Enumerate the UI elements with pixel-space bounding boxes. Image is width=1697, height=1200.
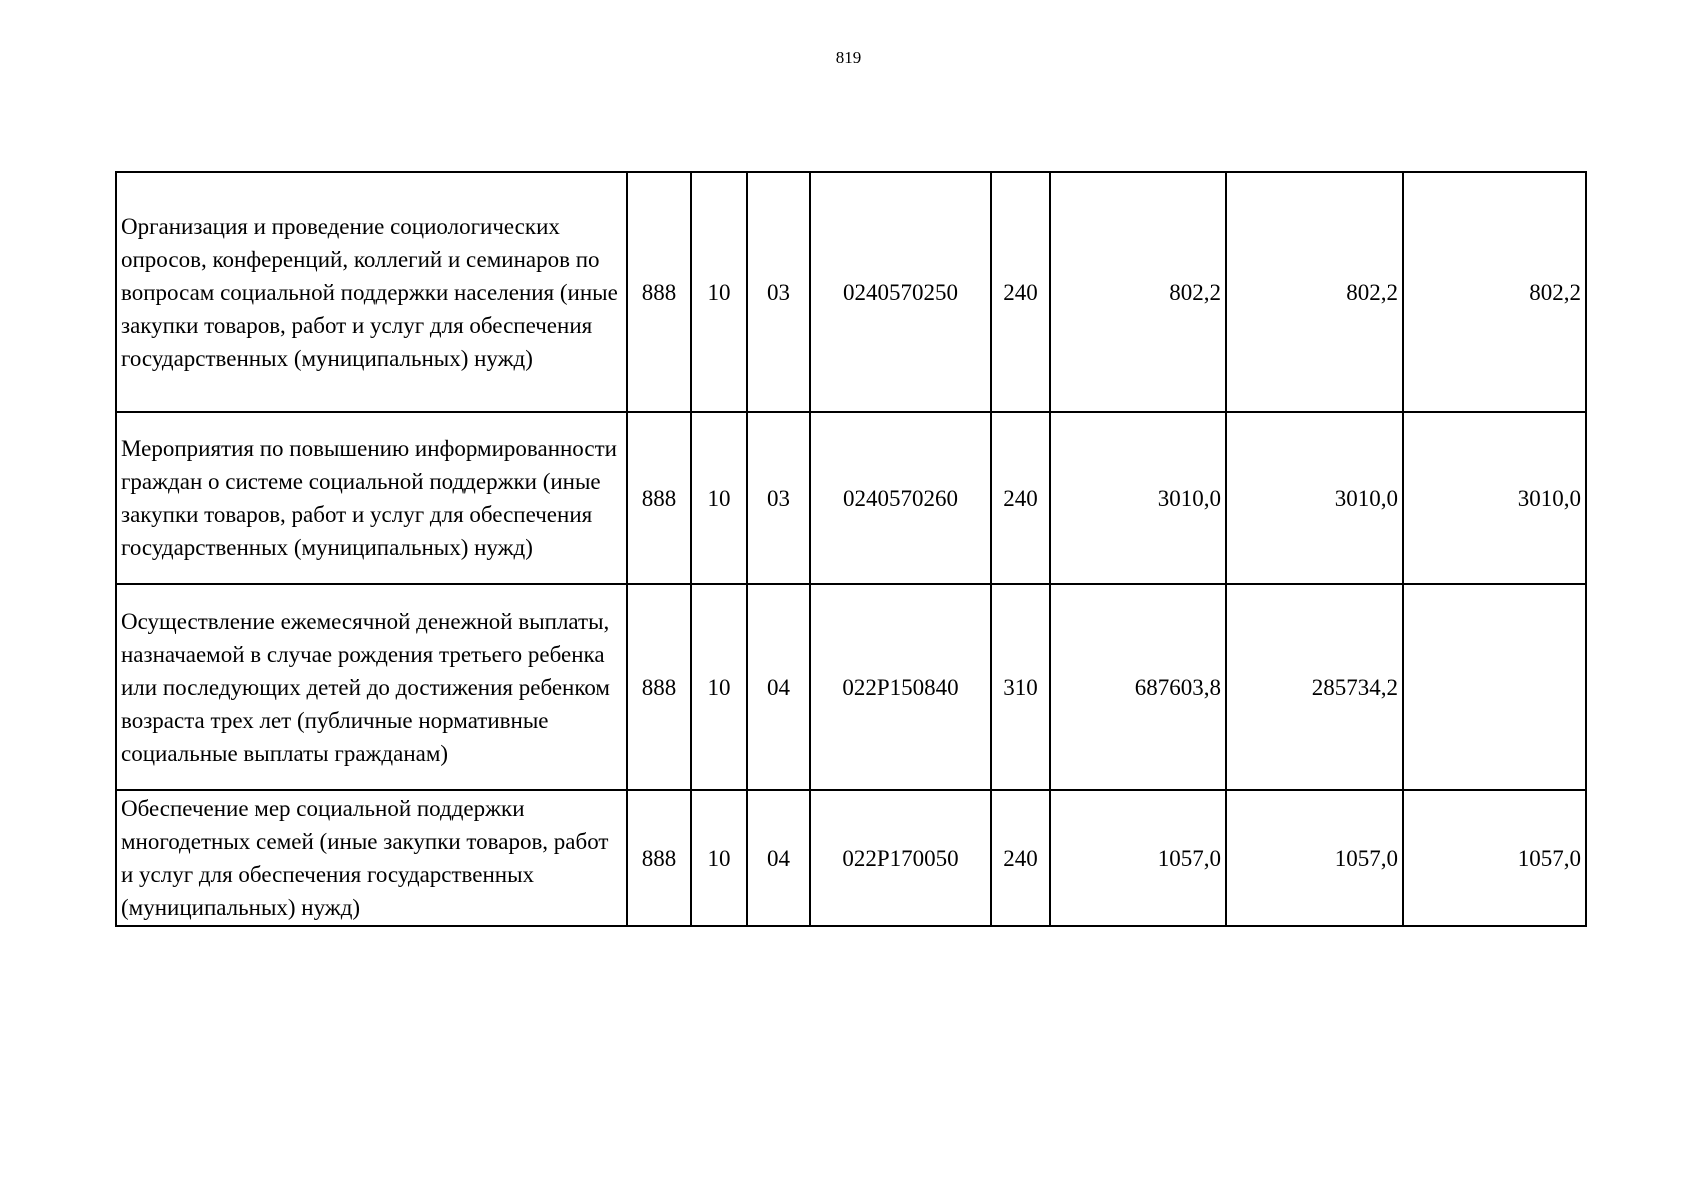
ministry-code: 888 bbox=[627, 172, 691, 412]
amount-1: 687603,8 bbox=[1050, 584, 1226, 790]
amount-2: 285734,2 bbox=[1226, 584, 1403, 790]
budget-table bbox=[115, 171, 1587, 927]
table-row bbox=[116, 584, 1586, 790]
amount-1: 3010,0 bbox=[1050, 412, 1226, 584]
expense-type-code: 310 bbox=[991, 584, 1050, 790]
subsection-code: 03 bbox=[747, 172, 810, 412]
section-code: 10 bbox=[691, 790, 747, 926]
subsection-code: 04 bbox=[747, 790, 810, 926]
ministry-code: 888 bbox=[627, 412, 691, 584]
page-number: 819 bbox=[835, 48, 862, 67]
expense-type-code: 240 bbox=[991, 172, 1050, 412]
amount-1: 1057,0 bbox=[1050, 790, 1226, 926]
amount-3: 3010,0 bbox=[1403, 412, 1586, 584]
target-article-code: 0240570260 bbox=[810, 412, 991, 584]
ministry-code: 888 bbox=[627, 584, 691, 790]
expense-type-code: 240 bbox=[991, 412, 1050, 584]
table-row bbox=[116, 412, 1586, 584]
row-description: Обеспечение мер социальной поддержки многодетных семей (иные закупки товаров, работ и услуг для обеспечения государственных (муниципальных) нужд) bbox=[116, 790, 627, 926]
amount-2: 802,2 bbox=[1226, 172, 1403, 412]
amount-3 bbox=[1403, 584, 1586, 790]
section-code: 10 bbox=[691, 584, 747, 790]
expense-type-code: 240 bbox=[991, 790, 1050, 926]
table-row bbox=[116, 172, 1586, 412]
amount-3: 1057,0 bbox=[1403, 790, 1586, 926]
row-description: Осуществление ежемесячной денежной выплаты, назначаемой в случае рождения третьего ребенка или последующих детей до достижения ребенком возраста трех лет (публичные нормативные социальные выплаты гражданам) bbox=[116, 584, 627, 790]
target-article-code: 022P150840 bbox=[810, 584, 991, 790]
amount-2: 3010,0 bbox=[1226, 412, 1403, 584]
section-code: 10 bbox=[691, 412, 747, 584]
target-article-code: 0240570250 bbox=[810, 172, 991, 412]
ministry-code: 888 bbox=[627, 790, 691, 926]
row-description: Организация и проведение социологических опросов, конференций, коллегий и семинаров по вопросам социальной поддержки населения (иные закупки товаров, работ и услуг для обеспечения государственных (муниципальных) нужд) bbox=[116, 172, 627, 412]
subsection-code: 04 bbox=[747, 584, 810, 790]
amount-2: 1057,0 bbox=[1226, 790, 1403, 926]
section-code: 10 bbox=[691, 172, 747, 412]
table-row bbox=[116, 790, 1586, 926]
target-article-code: 022P170050 bbox=[810, 790, 991, 926]
amount-3: 802,2 bbox=[1403, 172, 1586, 412]
amount-1: 802,2 bbox=[1050, 172, 1226, 412]
row-description: Мероприятия по повышению информированности граждан о системе социальной поддержки (иные закупки товаров, работ и услуг для обеспечения государственных (муниципальных) нужд) bbox=[116, 412, 627, 584]
subsection-code: 03 bbox=[747, 412, 810, 584]
